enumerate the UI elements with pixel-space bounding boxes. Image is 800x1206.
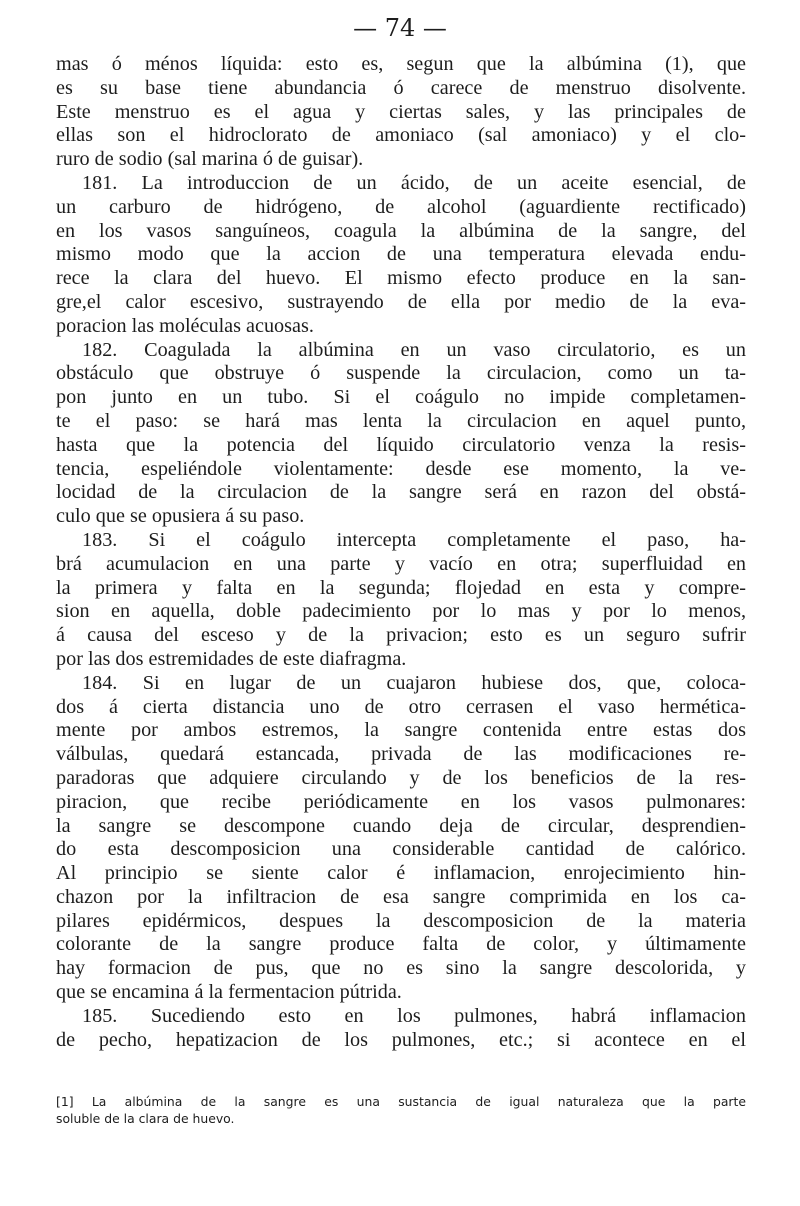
- body-line: locidad de la circulacion de la sangre será en razon del obstá-: [56, 481, 746, 504]
- body-line: paradoras que adquiere circulando y de los beneficios de la res-: [56, 766, 746, 789]
- body-line: Este menstruo es el agua y ciertas sales, y las principales de: [56, 100, 746, 123]
- body-line: brá acumulacion en una parte y vacío en otra; superfluidad en: [56, 552, 746, 575]
- body-line: tencia, espeliéndole violentamente: desde ese momento, la ve-: [56, 457, 746, 480]
- body-line: dos á cierta distancia uno de otro cerrasen el vaso hermética-: [56, 695, 746, 718]
- body-line: mas ó ménos líquida: esto es, segun que la albúmina (1), que: [56, 53, 746, 75]
- body-line: ellas son el hidroclorato de amoniaco (sal amoniaco) y el clo-: [56, 124, 746, 147]
- body-line: rece la clara del huevo. El mismo efecto produce en la san-: [56, 267, 746, 290]
- body-line: válbulas, quedará estancada, privada de las modificaciones re-: [56, 743, 746, 766]
- body-line: que se encamina á la fermentacion pútrida.: [56, 981, 402, 1004]
- body-line: pon junto en un tubo. Si el coágulo no impide completamen-: [56, 386, 746, 409]
- body-line: la primera y falta en la segunda; flojedad en esta y compre-: [56, 576, 746, 599]
- body-line: mismo modo que la accion de una temperatura elevada endu-: [56, 243, 746, 266]
- body-line: culo que se opusiera á su paso.: [56, 505, 305, 528]
- body-line: ruro de sodio (sal marina ó de guisar).: [56, 148, 364, 171]
- body-line: gre,el calor escesivo, sustrayendo de ella por medio de la eva-: [56, 290, 746, 313]
- body-line: Al principio se siente calor é inflamacion, enrojecimiento hin-: [56, 862, 746, 885]
- body-line: en los vasos sanguíneos, coagula la albúmina de la sangre, del: [56, 219, 746, 242]
- paragraph-185-start: 185. Sucediendo esto en los pulmones, habrá inflamacion: [82, 1004, 746, 1027]
- footnote: [56, 1093, 746, 1127]
- body-line: obstáculo que obstruye ó suspende la circulacion, como un ta-: [56, 362, 746, 385]
- body-line: colorante de la sangre produce falta de color, y últimamente: [56, 933, 746, 956]
- body-line: do esta descomposicion una considerable cantidad de calórico.: [56, 838, 746, 861]
- body-line: chazon por la infiltracion de esa sangre comprimida en los ca-: [56, 885, 746, 908]
- body-line: pilares epidérmicos, despues la descomposicion de la materia: [56, 909, 746, 932]
- body-text: [56, 53, 746, 1052]
- body-line: sion en aquella, doble padecimiento por lo mas y por lo menos,: [56, 600, 746, 623]
- paragraph-181-start: 181. La introduccion de un ácido, de un aceite esencial, de: [82, 171, 746, 194]
- footnote-line: [1] La albúmina de la sangre es una sustancia de igual naturaleza que la parte: [56, 1094, 746, 1109]
- footnote-line: soluble de la clara de huevo.: [56, 1111, 235, 1126]
- paragraph-184-start: 184. Si en lugar de un cuajaron hubiese dos, que, coloca-: [82, 671, 746, 694]
- page-number: — 74 —: [353, 14, 447, 42]
- body-line: te el paso: se hará mas lenta la circulacion en aquel punto,: [56, 409, 746, 432]
- body-line: mente por ambos estremos, la sangre contenida entre estas dos: [56, 719, 746, 742]
- body-line: por las dos estremidades de este diafragma.: [56, 647, 407, 670]
- body-line: hay formacion de pus, que no es sino la sangre descolorida, y: [56, 957, 746, 980]
- paragraph-182-start: 182. Coagulada la albúmina en un vaso circulatorio, es un: [82, 338, 746, 361]
- body-line: poracion las moléculas acuosas.: [56, 314, 314, 337]
- body-line: á causa del esceso y de la privacion; esto es un seguro sufrir: [56, 624, 746, 647]
- body-line: un carburo de hidrógeno, de alcohol (aguardiente rectificado): [56, 195, 746, 218]
- paragraph-183-start: 183. Si el coágulo intercepta completamente el paso, ha-: [82, 528, 746, 551]
- body-line: es su base tiene abundancia ó carece de menstruo disolvente.: [56, 76, 746, 99]
- body-line: piracion, que recibe periódicamente en los vasos pulmonares:: [56, 790, 746, 813]
- body-line: hasta que la potencia del líquido circulatorio venza la resis-: [56, 433, 746, 456]
- body-line: de pecho, hepatizacion de los pulmones, etc.; si acontece en el: [56, 1028, 746, 1051]
- body-line: la sangre se descompone cuando deja de circular, desprendien-: [56, 814, 746, 837]
